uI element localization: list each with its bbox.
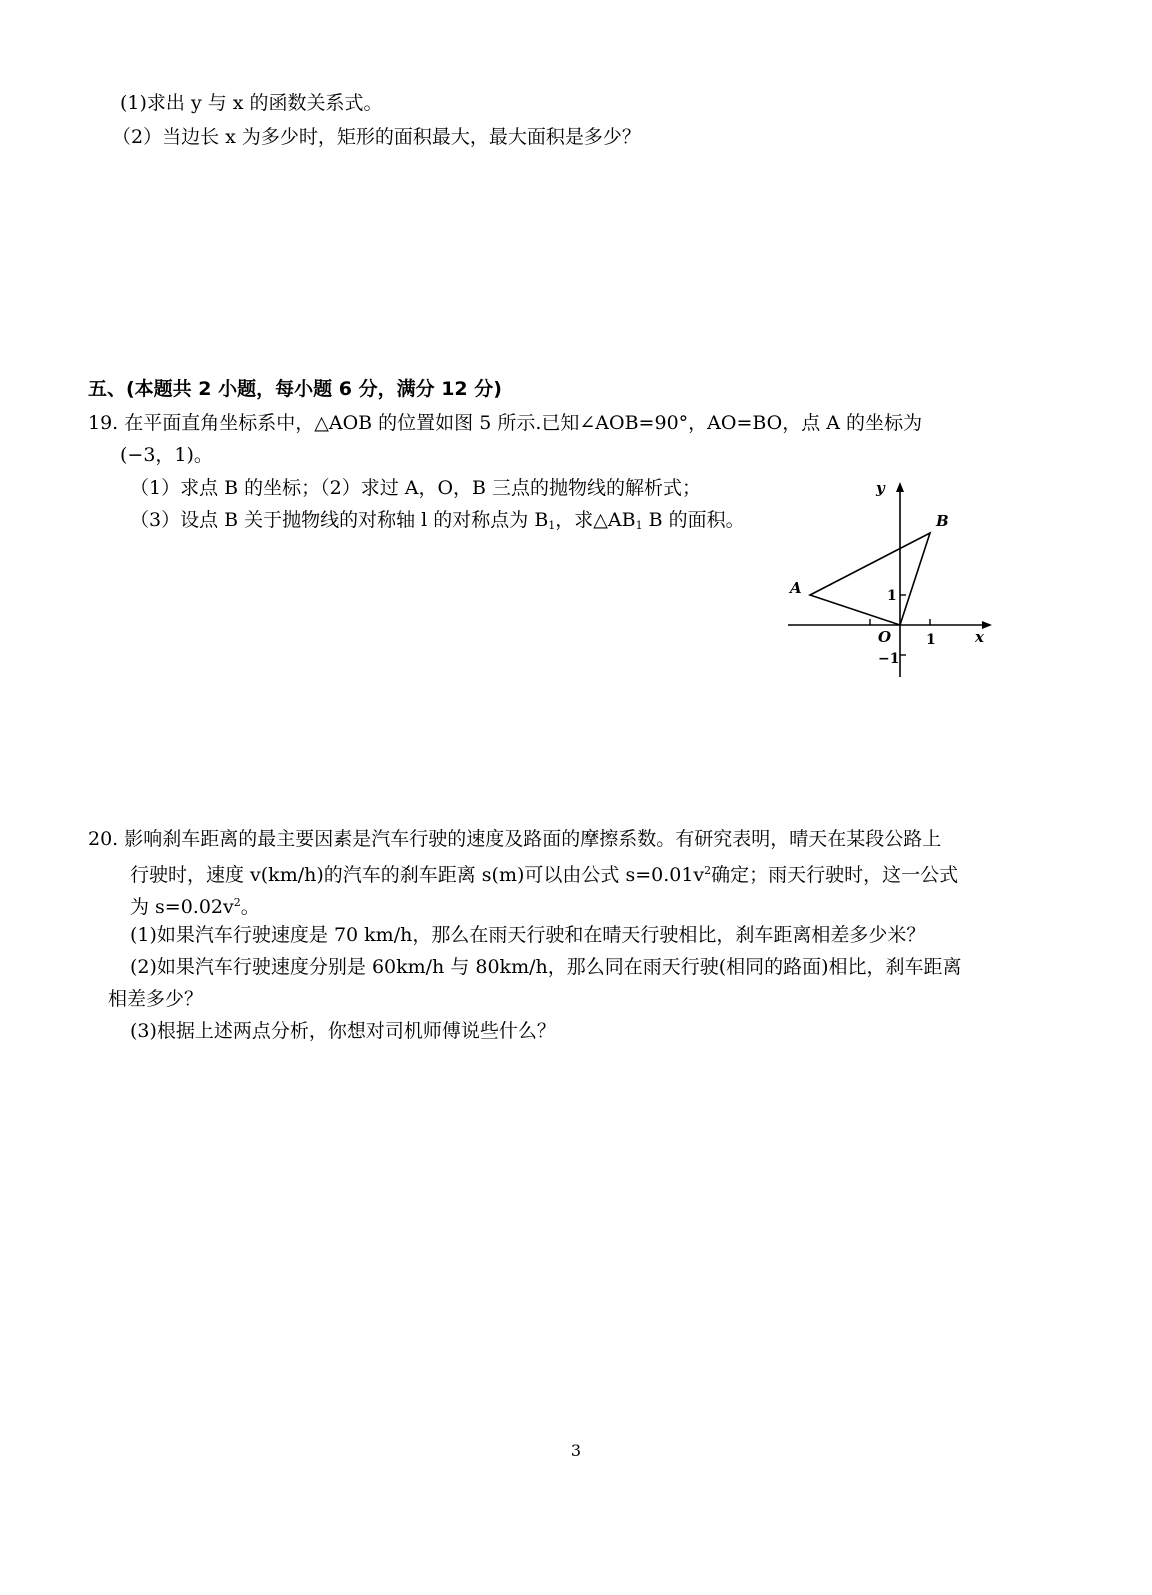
q20-part3: (3)根据上述两点分析，你想对司机师傅说些什么？: [130, 1020, 556, 1042]
q20-line2: [130, 857, 958, 889]
point-b-label: B: [936, 512, 949, 530]
q19-part3-sub2: 1: [635, 519, 643, 532]
q19-part1: （1）求点 B 的坐标；（2）求过 A，O，B 三点的抛物线的解析式；: [130, 477, 702, 499]
point-a-label: A: [790, 579, 802, 597]
y-axis-arrow: [896, 482, 904, 492]
q19-line1: 19. 在平面直角坐标系中，△AOB 的位置如图 5 所示.已知∠AOB=90°，AO=BO，点 A 的坐标为: [88, 412, 923, 434]
q19-part3: [130, 506, 745, 540]
triangle-aob-figure: [780, 472, 1010, 682]
q19-part3-mid: ，求△AB: [555, 509, 636, 531]
q20-part1: (1)如果汽车行驶速度是 70 km/h，那么在雨天行驶和在晴天行驶相比，刹车距离相差多少米？: [130, 924, 926, 946]
x-tick-1-label: 1: [926, 632, 936, 648]
q20-line3-post: 。: [240, 896, 260, 918]
q20-line3-pre: 为 s=0.02v: [130, 896, 234, 918]
triangle-aob: [810, 533, 930, 625]
q19-line2: (−3，1)。: [120, 444, 213, 466]
q20-line1: 20. 影响刹车距离的最主要因素是汽车行驶的速度及路面的摩擦系数。有研究表明，晴天在某段公路上: [88, 828, 942, 850]
q19-part3-post: B 的面积。: [642, 509, 745, 531]
q20-line3-sup: 2: [233, 896, 241, 909]
y-axis-label: y: [876, 479, 885, 497]
q20-part2-line1: (2)如果汽车行驶速度分别是 60km/h 与 80km/h，那么同在雨天行驶(相同的路面)相比，刹车距离: [130, 956, 962, 978]
q20-line2-post: 确定；雨天行驶时，这一公式: [711, 864, 959, 886]
q19-part3-pre: （3）设点 B 关于抛物线的对称轴 l 的对称点为 B: [130, 509, 549, 531]
page-number: 3: [570, 1441, 582, 1460]
y-tick-minus-1-label: −1: [878, 651, 900, 667]
q20-line2-sup: 2: [704, 864, 712, 877]
x-axis-label: x: [975, 628, 984, 646]
section5-heading: 五、(本题共 2 小题，每小题 6 分，满分 12 分): [88, 378, 502, 400]
y-tick-1-label: 1: [887, 588, 897, 604]
q20-part2-line2: 相差多少？: [108, 988, 204, 1010]
q18-part2: （2）当边长 x 为多少时，矩形的面积最大，最大面积是多少？: [112, 126, 641, 148]
q19-part3-sub: 1: [548, 519, 556, 532]
q20-line2-pre: 行驶时，速度 v(km/h)的汽车的刹车距离 s(m)可以由公式 s=0.01v: [130, 864, 705, 886]
origin-label: O: [878, 628, 892, 646]
q18-part1: (1)求出 y 与 x 的函数关系式。: [120, 92, 383, 114]
q20-line3: [130, 889, 260, 921]
